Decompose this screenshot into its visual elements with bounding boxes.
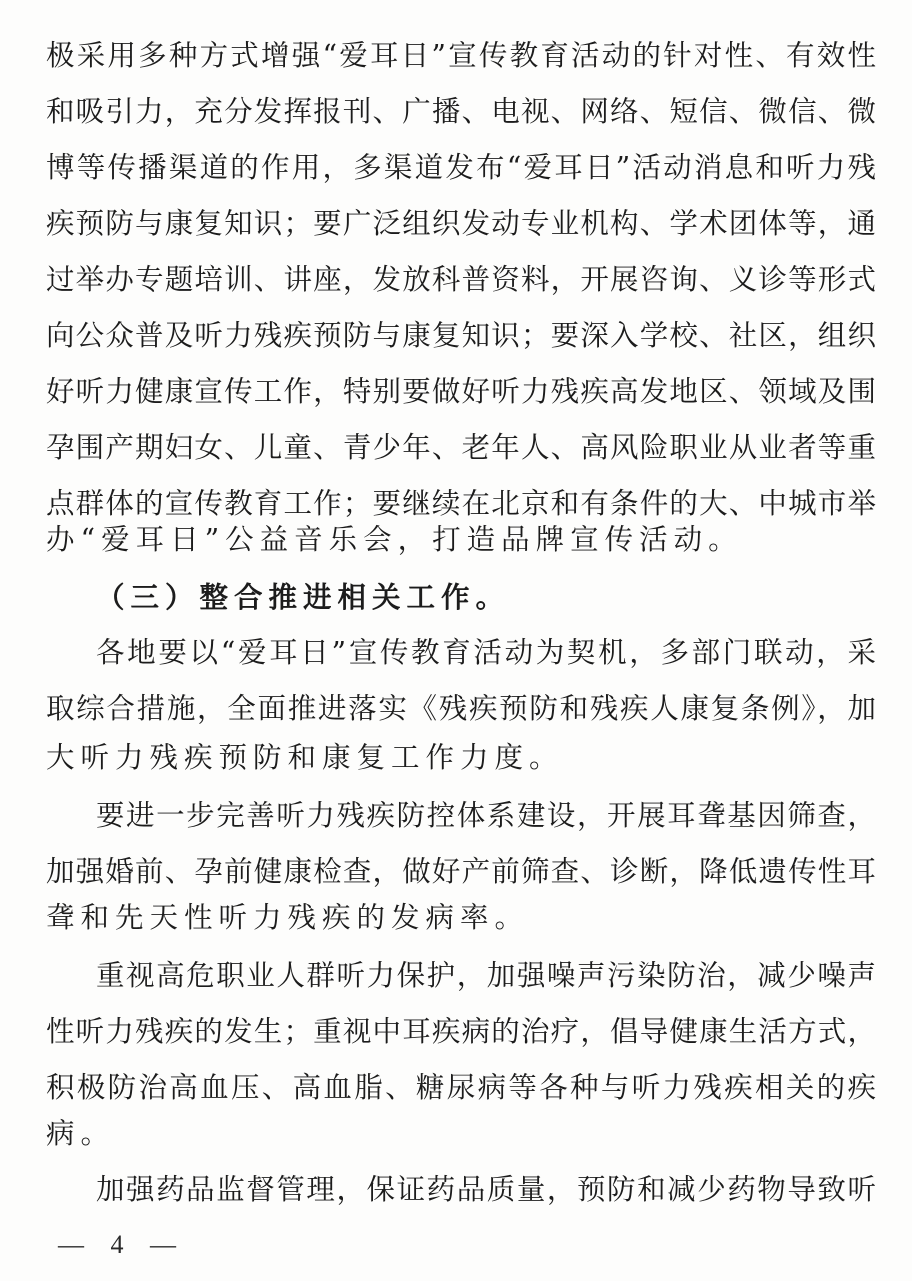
text-line-19: 性听力残疾的发生；重视中耳疾病的治疗，倡导健康生活方式，	[46, 1015, 876, 1048]
text-line-22: 加强药品监督管理，保证药品质量，预防和减少药物导致听	[96, 1173, 876, 1206]
section-heading: （三）整合推进相关工作。	[96, 580, 511, 614]
text-line-1: 极采用多种方式增强“爱耳日”宣传教育活动的针对性、有效性	[46, 39, 876, 72]
page-number: — 4 —	[58, 1230, 186, 1259]
text-line-12: 各地要以“爱耳日”宣传教育活动为契机，多部门联动，采	[96, 636, 876, 669]
text-line-9: 点群体的宣传教育工作；要继续在北京和有条件的大、中城市举	[46, 487, 876, 520]
text-line-15: 要进一步完善听力残疾防控体系建设，开展耳聋基因筛查，	[96, 799, 876, 832]
text-line-21: 病。	[46, 1117, 116, 1150]
text-line-2: 和吸引力，充分发挥报刊、广播、电视、网络、短信、微信、微	[46, 95, 876, 128]
text-line-13: 取综合措施，全面推进落实《残疾预防和残疾人康复条例》，加	[46, 692, 876, 725]
text-line-3: 博等传播渠道的作用，多渠道发布“爱耳日”活动消息和听力残	[46, 151, 876, 184]
text-line-17: 聋和先天性听力残疾的发病率。	[46, 901, 530, 934]
text-line-10: 办“爱耳日”公益音乐会，打造品牌宣传活动。	[46, 523, 743, 556]
text-line-5: 过举办专题培训、讲座，发放科普资料，开展咨询、义诊等形式	[46, 263, 876, 296]
text-line-20: 积极防治高血压、高血脂、糖尿病等各种与听力残疾相关的疾	[46, 1071, 876, 1104]
text-line-14: 大听力残疾预防和康复工作力度。	[46, 741, 564, 774]
text-line-6: 向公众普及听力残疾预防与康复知识；要深入学校、社区，组织	[46, 319, 876, 352]
text-line-18: 重视高危职业人群听力保护，加强噪声污染防治，减少噪声	[96, 959, 876, 992]
text-line-16: 加强婚前、孕前健康检查，做好产前筛查、诊断，降低遗传性耳	[46, 855, 876, 888]
text-line-4: 疾预防与康复知识；要广泛组织发动专业机构、学术团体等，通	[46, 207, 876, 240]
text-line-7: 好听力健康宣传工作，特别要做好听力残疾高发地区、领域及围	[46, 375, 876, 408]
text-line-8: 孕围产期妇女、儿童、青少年、老年人、高风险职业从业者等重	[46, 431, 876, 464]
